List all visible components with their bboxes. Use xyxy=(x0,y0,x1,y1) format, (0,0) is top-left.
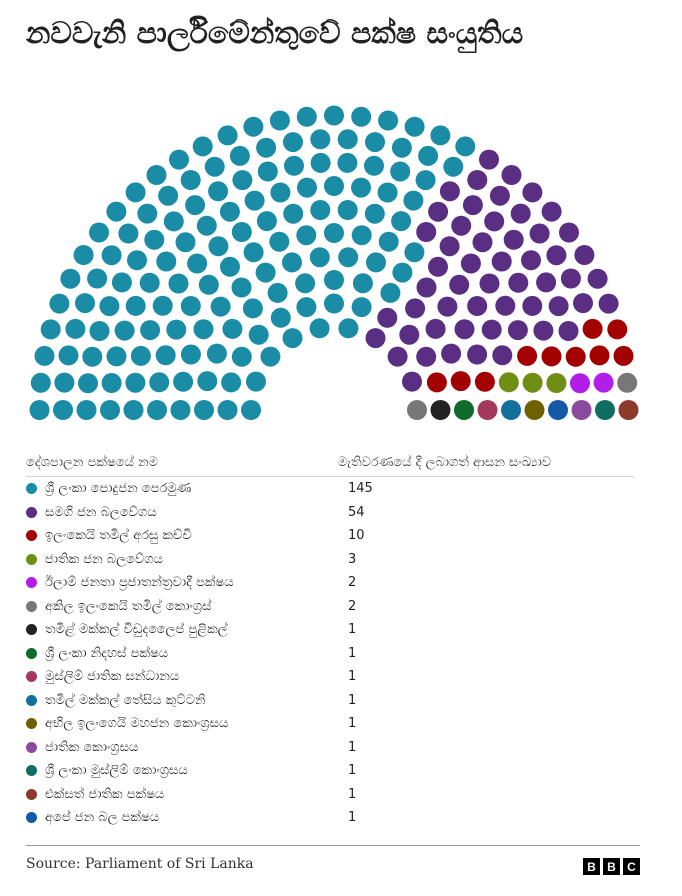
seat-dot xyxy=(232,222,252,242)
legend-seat-count: 1 xyxy=(348,622,357,638)
seat-dot xyxy=(324,294,344,314)
seat-dot xyxy=(324,106,344,126)
seat-dot xyxy=(417,278,437,298)
legend-seat-count: 3 xyxy=(348,551,357,567)
seat-dot xyxy=(49,294,69,314)
seat-dot xyxy=(338,318,358,338)
parliament-seat-chart xyxy=(0,58,682,430)
seat-dot xyxy=(126,182,146,202)
seat-dot xyxy=(365,204,385,224)
legend-seat-count: 2 xyxy=(348,598,357,614)
seat-dot xyxy=(35,346,55,366)
seat-dot xyxy=(310,129,330,149)
seat-dot xyxy=(480,274,500,294)
seat-dot xyxy=(296,225,316,245)
seat-dot xyxy=(310,247,330,267)
seat-dot xyxy=(193,136,213,156)
legend-swatch xyxy=(26,624,37,635)
seat-dot xyxy=(147,400,167,420)
seat-dot xyxy=(588,269,608,289)
legend-party-name: මුස්ලිම් ජාතික සන්ධානය xyxy=(45,669,180,685)
seat-dot xyxy=(187,254,207,274)
seat-dot xyxy=(504,230,524,250)
seat-dot xyxy=(353,273,373,293)
seat-dot xyxy=(451,216,471,236)
seat-dot xyxy=(428,257,448,277)
seat-dot xyxy=(467,345,487,365)
seat-dot xyxy=(426,319,446,339)
seat-dot xyxy=(131,346,151,366)
seat-dot xyxy=(454,400,474,420)
seat-dot xyxy=(211,297,231,317)
seat-dot xyxy=(296,297,316,317)
seat-dot xyxy=(156,345,176,365)
seat-dot xyxy=(269,232,289,252)
seat-dot xyxy=(517,346,537,366)
seat-dot xyxy=(75,293,95,313)
seat-dot xyxy=(256,263,276,283)
seat-dot xyxy=(245,191,265,211)
seat-dot xyxy=(127,250,147,270)
seat-dot xyxy=(173,372,193,392)
seat-dot xyxy=(112,272,132,292)
legend-row xyxy=(26,806,634,830)
seat-dot xyxy=(377,308,397,328)
legend-row xyxy=(26,665,634,689)
seat-dot xyxy=(232,278,252,298)
legend-seat-count: 1 xyxy=(348,739,357,755)
legend-swatch xyxy=(26,577,37,588)
seat-dot xyxy=(522,296,542,316)
seat-dot xyxy=(268,283,288,303)
seat-dot xyxy=(53,400,73,420)
seat-dot xyxy=(590,345,610,365)
seat-dot xyxy=(310,200,330,220)
seat-dot xyxy=(181,296,201,316)
seat-dot xyxy=(546,245,566,265)
legend-seat-count: 10 xyxy=(348,528,365,544)
seat-dot xyxy=(87,269,107,289)
seat-dot xyxy=(205,157,225,177)
seat-dot xyxy=(140,273,160,293)
legend-party-name: අපේ ජන බල පක්ෂය xyxy=(45,810,160,826)
seat-dot xyxy=(403,191,423,211)
seat-dot xyxy=(366,328,386,348)
seat-dot xyxy=(258,162,278,182)
seat-dot xyxy=(455,319,475,339)
legend-party-name: ජාතික කොංග්‍රසය xyxy=(45,739,139,755)
legend-party-name: අභිල ඉලංගෙයි මහජන කොංග්‍රසය xyxy=(45,716,229,732)
seat-dot xyxy=(525,400,545,420)
seat-dot xyxy=(418,146,438,166)
seat-dot xyxy=(197,216,217,236)
seat-dot xyxy=(297,107,317,127)
bbc-logo-letter: B xyxy=(603,858,620,875)
legend-row xyxy=(26,689,634,713)
party-column-header: දේශපාලන පක්ෂයේ නම xyxy=(26,455,158,470)
legend-party-name: ශ්‍රී ලංකා මුස්ලිම් කොංග්‍රසය xyxy=(45,763,188,779)
seat-dot xyxy=(430,125,450,145)
seat-dot xyxy=(270,111,290,131)
legend-row xyxy=(26,477,634,501)
seat-dot xyxy=(441,344,461,364)
seat-dot xyxy=(102,373,122,393)
seat-dot xyxy=(492,252,512,272)
seat-dot xyxy=(99,296,119,316)
seat-dot xyxy=(522,182,542,202)
seat-dot xyxy=(508,320,528,340)
seat-dot xyxy=(392,138,412,158)
seat-dot xyxy=(364,156,384,176)
seat-dot xyxy=(366,252,386,272)
seat-dot xyxy=(416,222,436,242)
seat-dot xyxy=(338,200,358,220)
legend-row xyxy=(26,548,634,572)
legend-seat-count: 1 xyxy=(348,692,357,708)
seat-dot xyxy=(295,273,315,293)
seat-dot xyxy=(536,272,556,292)
seat-dot xyxy=(405,117,425,137)
seat-dot xyxy=(243,117,263,137)
legend-swatch xyxy=(26,601,37,612)
legend-row xyxy=(26,736,634,760)
seat-dot xyxy=(185,195,205,215)
legend-row xyxy=(26,783,634,807)
seat-dot xyxy=(271,308,291,328)
legend-swatch xyxy=(26,718,37,729)
legend-seat-count: 1 xyxy=(348,669,357,685)
seat-dot xyxy=(549,296,569,316)
seat-dot xyxy=(31,373,51,393)
seat-dot xyxy=(530,224,550,244)
seat-dot xyxy=(194,400,214,420)
seat-dot xyxy=(283,132,303,152)
legend-swatch xyxy=(26,742,37,753)
seat-dot xyxy=(416,170,436,190)
legend-party-name: එක්සත් ජාතික පක්ෂය xyxy=(45,786,165,802)
seat-dot xyxy=(65,319,85,339)
seat-dot xyxy=(140,320,160,340)
seat-dot xyxy=(407,400,427,420)
seat-dot xyxy=(118,224,138,244)
seat-dot xyxy=(77,400,97,420)
seat-dot xyxy=(451,371,471,391)
seat-dot xyxy=(479,150,499,170)
bbc-logo xyxy=(583,858,640,875)
legend-party-name: සමගි ජන බලවේගය xyxy=(45,504,157,520)
seat-dot xyxy=(90,321,110,341)
seat-dot xyxy=(222,319,242,339)
seat-dot xyxy=(208,236,228,256)
seat-dot xyxy=(443,157,463,177)
seat-dot xyxy=(283,328,303,348)
seat-dot xyxy=(467,170,487,190)
seat-dot xyxy=(416,347,436,367)
legend-row xyxy=(26,759,634,783)
seat-dot xyxy=(619,400,639,420)
seat-dot xyxy=(230,146,250,166)
seat-dot xyxy=(461,254,481,274)
legend-seat-count: 1 xyxy=(348,763,357,779)
seat-dot xyxy=(147,165,167,185)
seat-dot xyxy=(566,347,586,367)
seat-dot xyxy=(232,170,252,190)
seat-dot xyxy=(338,129,358,149)
seat-dot xyxy=(455,136,475,156)
seat-dot xyxy=(440,236,460,256)
seat-dot xyxy=(595,400,615,420)
bbc-logo-letter: C xyxy=(623,858,640,875)
seat-dot xyxy=(149,372,169,392)
seat-dot xyxy=(244,242,264,262)
seat-dot xyxy=(463,195,483,215)
legend-swatch xyxy=(26,530,37,541)
seat-dot xyxy=(218,400,238,420)
seat-dot xyxy=(270,183,290,203)
seat-dot xyxy=(199,275,219,295)
seat-dot xyxy=(284,156,304,176)
seat-dot xyxy=(197,371,217,391)
seat-dot xyxy=(502,165,522,185)
legend-header xyxy=(26,455,634,477)
seat-dot xyxy=(378,183,398,203)
seat-dot xyxy=(351,107,371,127)
seat-dot xyxy=(402,372,422,392)
seat-dot xyxy=(570,373,590,393)
seat-dot xyxy=(171,400,191,420)
seat-dot xyxy=(533,321,553,341)
seat-dot xyxy=(166,320,186,340)
legend-row xyxy=(26,571,634,595)
legend-party-name: ජාතික ජන බලවේගය xyxy=(45,551,163,567)
legend-row xyxy=(26,642,634,666)
legend-row xyxy=(26,501,634,525)
seat-dot xyxy=(475,372,495,392)
legend-table xyxy=(26,455,634,830)
seat-dot xyxy=(351,178,371,198)
legend-party-name: ඉලංකෙයි තමිල් අරසු කච්චි xyxy=(45,528,192,544)
seat-dot xyxy=(194,319,214,339)
seat-dot xyxy=(297,178,317,198)
source-note: Source: Parliament of Sri Lanka xyxy=(26,856,254,872)
seat-dot xyxy=(574,245,594,265)
seat-dot xyxy=(391,211,411,231)
seat-dot xyxy=(473,232,493,252)
seat-dot xyxy=(144,230,164,250)
seat-dot xyxy=(399,325,419,345)
seat-dot xyxy=(478,400,498,420)
seat-dot xyxy=(249,325,269,345)
seat-dot xyxy=(102,245,122,265)
seats-column-header: මැතිවරණයේ දී ලබාගත් ආසන සංඛ්‍යාව xyxy=(338,455,552,470)
seat-dot xyxy=(232,347,252,367)
seat-dot xyxy=(241,400,261,420)
legend-swatch xyxy=(26,507,37,518)
seat-dot xyxy=(137,204,157,224)
seat-dot xyxy=(126,296,146,316)
seat-dot xyxy=(501,400,521,420)
seat-dot xyxy=(467,296,487,316)
seat-dot xyxy=(572,400,592,420)
seat-dot xyxy=(431,400,451,420)
seat-dot xyxy=(100,400,120,420)
seat-dot xyxy=(490,186,510,206)
seat-dot xyxy=(283,204,303,224)
seat-dot xyxy=(392,263,412,283)
seat-dot xyxy=(573,293,593,313)
legend-seat-count: 1 xyxy=(348,786,357,802)
seat-dot xyxy=(484,211,504,231)
seat-dot xyxy=(380,283,400,303)
legend-seat-count: 1 xyxy=(348,716,357,732)
seat-dot xyxy=(324,223,344,243)
seat-dot xyxy=(404,242,424,262)
seat-dot xyxy=(337,153,357,173)
seat-dot xyxy=(542,346,562,366)
seat-dot xyxy=(74,245,94,265)
seat-dot xyxy=(207,344,227,364)
seat-dot xyxy=(561,269,581,289)
seat-dot xyxy=(246,372,266,392)
legend-party-name: අකිල ඉලංකෙයි තමිල් කොංග්‍රස් xyxy=(45,598,212,614)
seat-dot xyxy=(60,269,80,289)
seat-dot xyxy=(257,211,277,231)
seat-dot xyxy=(365,132,385,152)
seat-dot xyxy=(546,373,566,393)
legend-swatch xyxy=(26,789,37,800)
seat-dot xyxy=(153,296,173,316)
legend-party-name: තමිල් මක්කල් තේසිය කුට්ටනි xyxy=(45,692,206,708)
legend-seat-count: 1 xyxy=(348,645,357,661)
seat-dot xyxy=(617,373,637,393)
seat-dot xyxy=(107,346,127,366)
seat-dot xyxy=(594,373,614,393)
legend-seat-count: 145 xyxy=(348,481,373,497)
legend-party-name: තමිළ් මක්කල් විඩුදලෛප් පුළිකල් xyxy=(45,622,228,638)
seat-dot xyxy=(89,223,109,243)
seat-dot xyxy=(495,296,515,316)
seat-dot xyxy=(559,223,579,243)
seat-dot xyxy=(218,125,238,145)
seat-dot xyxy=(106,202,126,222)
seat-dot xyxy=(181,170,201,190)
legend-swatch xyxy=(26,812,37,823)
seat-dot xyxy=(54,373,74,393)
seat-dot xyxy=(169,150,189,170)
seat-dot xyxy=(614,346,634,366)
seat-dot xyxy=(388,347,408,367)
seat-dot xyxy=(379,232,399,252)
seat-dot xyxy=(559,321,579,341)
seat-dot xyxy=(352,297,372,317)
legend-party-name: ඊලාම් ජනතා ප්‍රජාතන්ත්‍රවාදී පක්ෂය xyxy=(45,575,234,591)
legend-row xyxy=(26,524,634,548)
seat-dot xyxy=(125,373,145,393)
legend-swatch xyxy=(26,671,37,682)
seat-dot xyxy=(428,202,448,222)
legend-swatch xyxy=(26,554,37,565)
seat-dot xyxy=(338,247,358,267)
seat-dot xyxy=(324,270,344,290)
seat-dot xyxy=(521,250,541,270)
footer xyxy=(26,845,640,874)
seat-dot xyxy=(30,400,50,420)
bbc-logo-letter: B xyxy=(583,858,600,875)
seat-dot xyxy=(243,298,263,318)
seat-dot xyxy=(378,111,398,131)
seat-dot xyxy=(583,319,603,339)
seat-dot xyxy=(542,202,562,222)
seat-dot xyxy=(440,181,460,201)
seat-dot xyxy=(220,202,240,222)
seat-dot xyxy=(176,232,196,252)
seat-dot xyxy=(82,347,102,367)
seat-dot xyxy=(523,373,543,393)
seat-dot xyxy=(181,345,201,365)
legend-swatch xyxy=(26,483,37,494)
legend-swatch xyxy=(26,695,37,706)
seat-dot xyxy=(511,204,531,224)
legend-row xyxy=(26,618,634,642)
seat-dot xyxy=(599,294,619,314)
seat-dot xyxy=(449,275,469,295)
seat-dot xyxy=(508,273,528,293)
seat-dot xyxy=(115,321,135,341)
seat-dot xyxy=(311,153,331,173)
legend-swatch xyxy=(26,765,37,776)
seat-dot xyxy=(59,345,79,365)
seat-dot xyxy=(427,372,447,392)
seat-dot xyxy=(124,400,144,420)
seat-dot xyxy=(256,138,276,158)
legend-swatch xyxy=(26,648,37,659)
seat-dot xyxy=(324,176,344,196)
legend-seat-count: 1 xyxy=(348,810,357,826)
seat-dot xyxy=(260,347,280,367)
seat-dot xyxy=(282,252,302,272)
chart-title: නවවැනි පාර්ලිමේන්තුවේ පක්ෂ සංයුතිය xyxy=(26,16,524,51)
seat-dot xyxy=(482,320,502,340)
seat-dot xyxy=(208,181,228,201)
seat-dot xyxy=(492,345,512,365)
seat-dot xyxy=(41,319,61,339)
seat-dot xyxy=(607,319,627,339)
seat-dot xyxy=(352,225,372,245)
seat-dot xyxy=(156,252,176,272)
seat-dot xyxy=(164,211,184,231)
seat-dot xyxy=(78,373,98,393)
seat-dot xyxy=(158,186,178,206)
legend-seat-count: 54 xyxy=(348,504,365,520)
legend-seat-count: 2 xyxy=(348,575,357,591)
seat-dot xyxy=(499,372,519,392)
seat-dot xyxy=(220,257,240,277)
seat-dot xyxy=(548,400,568,420)
legend-party-name: ශ්‍රී ලංකා නිදහස් පක්ෂය xyxy=(45,645,169,661)
seat-dot xyxy=(405,298,425,318)
seat-dot xyxy=(437,297,457,317)
legend-row xyxy=(26,595,634,619)
legend-row xyxy=(26,712,634,736)
seat-dot xyxy=(221,372,241,392)
seat-dot xyxy=(390,162,410,182)
seat-dot xyxy=(169,274,189,294)
legend-party-name: ශ්‍රී ලංකා පොදුජන පෙරමුණ xyxy=(45,481,192,497)
seat-dot xyxy=(310,318,330,338)
legend-rows xyxy=(26,477,634,830)
